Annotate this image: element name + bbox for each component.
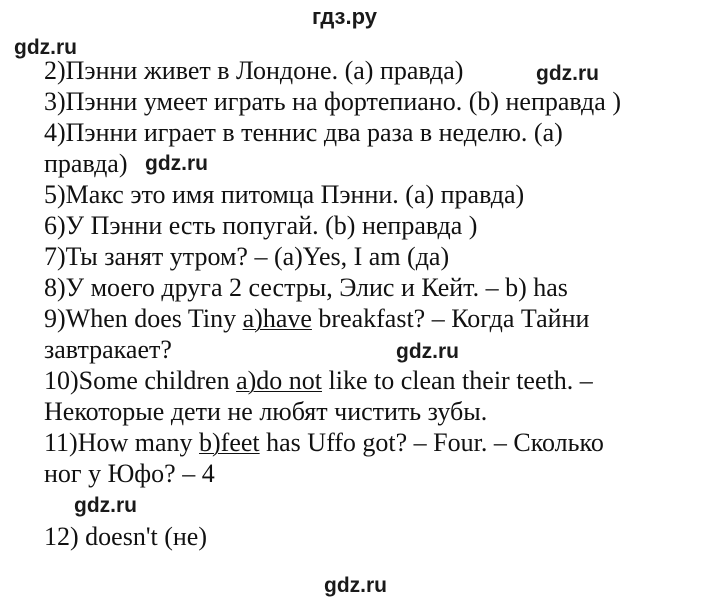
watermark-top: гдз.ру	[312, 4, 377, 29]
watermark: gdz.ru	[145, 152, 208, 175]
answer-line-7: 7)Ты занят утром? – (a)Yes, I am (да)	[44, 242, 450, 271]
answer-text: like to clean their teeth. –	[322, 366, 593, 395]
answer-text: has Uffo got? – Four. – Сколько	[259, 428, 604, 457]
watermark: gdz.ru	[14, 36, 77, 59]
watermark: gdz.ru	[74, 494, 137, 517]
answer-line-2: 2)Пэнни живет в Лондоне. (a) правда)	[44, 56, 464, 85]
answer-line-10	[44, 366, 593, 396]
answer-line-11	[44, 428, 604, 458]
answer-line-11-cont: ног у Юфо? – 4	[44, 459, 215, 488]
answer-line-5: 5)Макс это имя питомца Пэнни. (a) правда)	[44, 180, 525, 209]
answer-line-3: 3)Пэнни умеет играть на фортепиано. (b) неправда )	[44, 87, 621, 116]
answer-text: breakfast? – Когда Тайни	[311, 304, 590, 333]
answer-line-10-cont: Некоторые дети не любят чистить зубы.	[44, 397, 488, 426]
answer-line-4: 4)Пэнни играет в теннис два раза в неделю. (a)	[44, 118, 563, 147]
watermark: gdz.ru	[536, 62, 599, 85]
underlined-answer: a)do not	[236, 366, 322, 395]
answer-line-6: 6)У Пэнни есть попугай. (b) неправда )	[44, 211, 478, 240]
answer-line-4-cont: правда)	[44, 149, 128, 178]
answer-line-9-cont: завтракает?	[44, 335, 172, 364]
answer-line-8: 8)У моего друга 2 сестры, Элис и Кейт. – b) has	[44, 273, 568, 302]
answer-text: 11)How many	[44, 428, 200, 457]
watermark-bottom: gdz.ru	[324, 574, 387, 597]
underlined-answer: a)have	[242, 304, 312, 333]
answer-line-9	[44, 304, 589, 334]
watermark: gdz.ru	[396, 340, 459, 363]
answer-text: 10)Some children	[44, 366, 237, 395]
answer-line-12: 12) doesn't (не)	[44, 522, 207, 551]
underlined-answer: b)feet	[199, 428, 260, 457]
answer-text: 9)When does Tiny	[44, 304, 243, 333]
